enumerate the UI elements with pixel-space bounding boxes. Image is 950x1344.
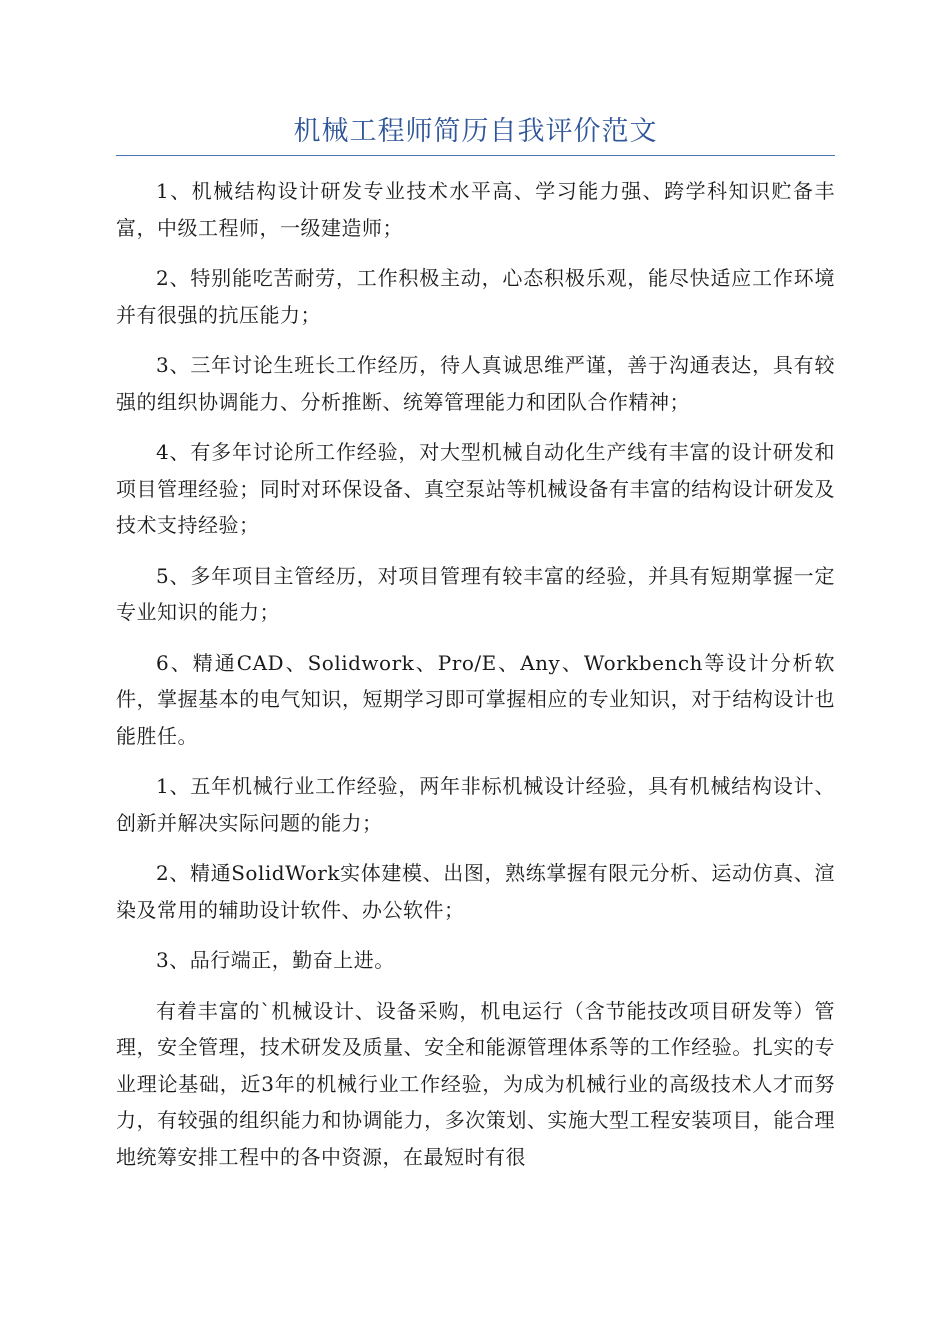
page-title: 机械工程师简历自我评价范文 — [293, 116, 658, 147]
paragraph-4: 4、有多年讨论所工作经验，对大型机械自动化生产线有丰富的设计研发和项目管理经验；同时对环保设备、真空泵站等机械设备有丰富的结构设计研发及技术支持经验； — [116, 440, 835, 537]
paragraph-3: 3、三年讨论生班长工作经历，待人真诚思维严谨，善于沟通表达，具有较强的组织协调能力、分析推断、统筹管理能力和团队合作精神； — [116, 353, 835, 414]
paragraph-10: 有着丰富的`机械设计、设备采购，机电运行（含节能技改项目研发等）管理，安全管理，技术研发及质量、安全和能源管理体系等的工作经验。扎实的专业理论基础，近3年的机械行业工作经验，为成为机械行业的高级技术人才而努力，有较强的组织能力和协调能力，多次策划、实施大型工程安装项目，能合理地统筹安排工程中的各中资源，在最短时有很 — [116, 998, 835, 1169]
paragraph-2: 2、特别能吃苦耐劳，工作积极主动，心态积极乐观，能尽快适应工作环境并有很强的抗压能力； — [116, 266, 835, 327]
document-body — [116, 173, 835, 1175]
paragraph-1: 1、机械结构设计研发专业技术水平高、学习能力强、跨学科知识贮备丰富，中级工程师，一级建造师； — [116, 179, 835, 240]
title-block — [116, 112, 835, 156]
paragraph-6: 6、精通CAD、Solidwork、Pro/E、Any、Workbench等设计分析软件，掌握基本的电气知识，短期学习即可掌握相应的专业知识，对于结构设计也能胜任。 — [116, 650, 835, 748]
paragraph-9: 3、品行端正，勤奋上进。 — [156, 948, 395, 972]
title-underline — [116, 155, 835, 156]
paragraph-8: 2、精通SolidWork实体建模、出图，熟练掌握有限元分析、运动仿真、渲染及常用的辅助设计软件、办公软件； — [116, 861, 835, 922]
paragraph-5: 5、多年项目主管经历，对项目管理有较丰富的经验，并具有短期掌握一定专业知识的能力； — [116, 563, 835, 624]
paragraph-7: 1、五年机械行业工作经验，两年非标机械设计经验，具有机械结构设计、创新并解决实际问题的能力； — [116, 774, 835, 835]
